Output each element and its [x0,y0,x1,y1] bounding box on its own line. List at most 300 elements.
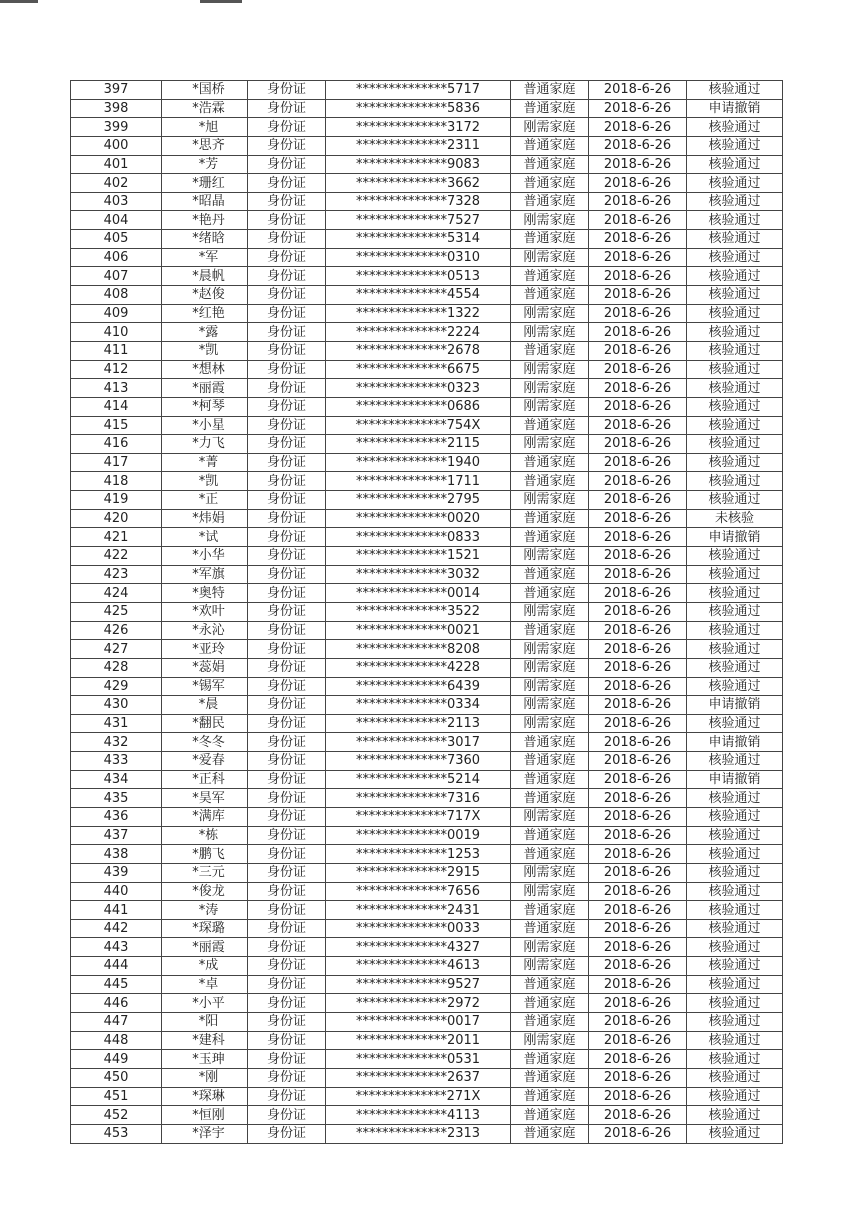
id-type-cell: 身份证 [248,1068,326,1087]
name-cell: *丽霞 [162,379,248,398]
status-cell: 核验通过 [687,472,783,491]
name-cell: *绪晗 [162,230,248,249]
id-type-cell: 身份证 [248,509,326,528]
id-type-cell: 身份证 [248,118,326,137]
name-cell: *露 [162,323,248,342]
table-row [71,696,783,715]
name-cell: *成 [162,957,248,976]
household-category-cell: 普通家庭 [511,1087,589,1106]
status-cell: 核验通过 [687,1068,783,1087]
household-category-cell: 刚需家庭 [511,435,589,454]
household-category-cell: 普通家庭 [511,155,589,174]
row-number-cell: 424 [71,584,162,603]
id-number-cell: **************0323 [326,379,511,398]
date-cell: 2018-6-26 [589,323,687,342]
row-number-cell: 410 [71,323,162,342]
table-row [71,341,783,360]
status-cell: 核验通过 [687,248,783,267]
id-number-cell: **************4613 [326,957,511,976]
status-cell: 核验通过 [687,1106,783,1125]
household-category-cell: 普通家庭 [511,1068,589,1087]
date-cell: 2018-6-26 [589,1106,687,1125]
name-cell: *栋 [162,826,248,845]
household-category-cell: 普通家庭 [511,472,589,491]
scan-mark-center [200,0,242,3]
table-row [71,621,783,640]
applicant-table-body [71,81,783,1144]
row-number-cell: 425 [71,602,162,621]
table-row [71,491,783,510]
id-number-cell: **************1322 [326,304,511,323]
row-number-cell: 397 [71,81,162,100]
household-category-cell: 普通家庭 [511,174,589,193]
status-cell: 核验通过 [687,919,783,938]
household-category-cell: 刚需家庭 [511,379,589,398]
id-type-cell: 身份证 [248,565,326,584]
row-number-cell: 429 [71,677,162,696]
household-category-cell: 普通家庭 [511,1124,589,1143]
status-cell: 核验通过 [687,901,783,920]
row-number-cell: 403 [71,192,162,211]
name-cell: *锡军 [162,677,248,696]
household-category-cell: 刚需家庭 [511,323,589,342]
date-cell: 2018-6-26 [589,304,687,323]
status-cell: 核验通过 [687,118,783,137]
date-cell: 2018-6-26 [589,174,687,193]
row-number-cell: 427 [71,640,162,659]
household-category-cell: 刚需家庭 [511,863,589,882]
row-number-cell: 418 [71,472,162,491]
status-cell: 核验通过 [687,174,783,193]
status-cell: 核验通过 [687,621,783,640]
id-type-cell: 身份证 [248,863,326,882]
household-category-cell: 普通家庭 [511,845,589,864]
id-number-cell: **************0833 [326,528,511,547]
row-number-cell: 448 [71,1031,162,1050]
id-number-cell: **************0033 [326,919,511,938]
table-row [71,416,783,435]
status-cell: 核验通过 [687,547,783,566]
id-type-cell: 身份证 [248,211,326,230]
status-cell: 核验通过 [687,435,783,454]
date-cell: 2018-6-26 [589,1031,687,1050]
id-number-cell: **************5314 [326,230,511,249]
name-cell: *俊龙 [162,882,248,901]
id-number-cell: **************2113 [326,714,511,733]
table-row [71,81,783,100]
household-category-cell: 普通家庭 [511,1106,589,1125]
name-cell: *琛璐 [162,919,248,938]
id-number-cell: **************1521 [326,547,511,566]
status-cell: 核验通过 [687,211,783,230]
row-number-cell: 436 [71,807,162,826]
row-number-cell: 440 [71,882,162,901]
status-cell: 核验通过 [687,286,783,305]
status-cell: 核验通过 [687,192,783,211]
table-row [71,1013,783,1032]
id-type-cell: 身份证 [248,547,326,566]
household-category-cell: 普通家庭 [511,509,589,528]
household-category-cell: 刚需家庭 [511,602,589,621]
name-cell: *亚玲 [162,640,248,659]
table-row [71,1031,783,1050]
row-number-cell: 453 [71,1124,162,1143]
name-cell: *炜娟 [162,509,248,528]
id-number-cell: **************4228 [326,658,511,677]
name-cell: *丽霞 [162,938,248,957]
row-number-cell: 405 [71,230,162,249]
household-category-cell: 刚需家庭 [511,211,589,230]
status-cell: 核验通过 [687,1013,783,1032]
status-cell: 核验通过 [687,230,783,249]
household-category-cell: 刚需家庭 [511,547,589,566]
id-number-cell: **************2224 [326,323,511,342]
table-row [71,938,783,957]
id-number-cell: **************0513 [326,267,511,286]
date-cell: 2018-6-26 [589,1050,687,1069]
status-cell: 核验通过 [687,304,783,323]
household-category-cell: 普通家庭 [511,267,589,286]
id-number-cell: **************4327 [326,938,511,957]
name-cell: *力飞 [162,435,248,454]
id-type-cell: 身份证 [248,714,326,733]
date-cell: 2018-6-26 [589,379,687,398]
date-cell: 2018-6-26 [589,975,687,994]
table-row [71,435,783,454]
name-cell: *国桥 [162,81,248,100]
id-type-cell: 身份证 [248,397,326,416]
table-row [71,714,783,733]
household-category-cell: 刚需家庭 [511,658,589,677]
household-category-cell: 普通家庭 [511,1050,589,1069]
date-cell: 2018-6-26 [589,1087,687,1106]
status-cell: 核验通过 [687,789,783,808]
date-cell: 2018-6-26 [589,81,687,100]
row-number-cell: 433 [71,752,162,771]
id-number-cell: **************2678 [326,341,511,360]
scan-mark-left [0,0,38,3]
name-cell: *思齐 [162,136,248,155]
table-row [71,584,783,603]
name-cell: *柯琴 [162,397,248,416]
date-cell: 2018-6-26 [589,118,687,137]
household-category-cell: 普通家庭 [511,733,589,752]
row-number-cell: 443 [71,938,162,957]
name-cell: *满库 [162,807,248,826]
id-type-cell: 身份证 [248,453,326,472]
id-number-cell: **************0021 [326,621,511,640]
id-number-cell: **************2795 [326,491,511,510]
id-number-cell: **************2313 [326,1124,511,1143]
id-type-cell: 身份证 [248,155,326,174]
row-number-cell: 420 [71,509,162,528]
row-number-cell: 434 [71,770,162,789]
row-number-cell: 417 [71,453,162,472]
row-number-cell: 438 [71,845,162,864]
household-category-cell: 普通家庭 [511,286,589,305]
status-cell: 核验通过 [687,267,783,286]
row-number-cell: 450 [71,1068,162,1087]
row-number-cell: 441 [71,901,162,920]
household-category-cell: 刚需家庭 [511,957,589,976]
id-type-cell: 身份证 [248,267,326,286]
name-cell: *恒刚 [162,1106,248,1125]
id-number-cell: **************7316 [326,789,511,808]
row-number-cell: 402 [71,174,162,193]
id-type-cell: 身份证 [248,304,326,323]
table-row [71,1050,783,1069]
id-type-cell: 身份证 [248,1087,326,1106]
status-cell: 核验通过 [687,453,783,472]
id-type-cell: 身份证 [248,826,326,845]
household-category-cell: 刚需家庭 [511,640,589,659]
row-number-cell: 432 [71,733,162,752]
status-cell: 核验通过 [687,826,783,845]
table-row [71,248,783,267]
date-cell: 2018-6-26 [589,397,687,416]
table-row [71,994,783,1013]
date-cell: 2018-6-26 [589,733,687,752]
row-number-cell: 416 [71,435,162,454]
id-type-cell: 身份证 [248,621,326,640]
table-row [71,770,783,789]
name-cell: *艳丹 [162,211,248,230]
name-cell: *正科 [162,770,248,789]
id-type-cell: 身份证 [248,752,326,771]
date-cell: 2018-6-26 [589,640,687,659]
name-cell: *晨帆 [162,267,248,286]
id-number-cell: **************3172 [326,118,511,137]
status-cell: 核验通过 [687,1124,783,1143]
id-number-cell: **************3662 [326,174,511,193]
id-number-cell: **************0019 [326,826,511,845]
date-cell: 2018-6-26 [589,248,687,267]
row-number-cell: 439 [71,863,162,882]
name-cell: *赵俊 [162,286,248,305]
id-type-cell: 身份证 [248,81,326,100]
name-cell: *小华 [162,547,248,566]
status-cell: 申请撤销 [687,99,783,118]
id-type-cell: 身份证 [248,882,326,901]
id-type-cell: 身份证 [248,192,326,211]
id-type-cell: 身份证 [248,99,326,118]
table-row [71,379,783,398]
name-cell: *珊红 [162,174,248,193]
table-row [71,211,783,230]
row-number-cell: 444 [71,957,162,976]
table-row [71,602,783,621]
table-row [71,155,783,174]
date-cell: 2018-6-26 [589,211,687,230]
name-cell: *红艳 [162,304,248,323]
row-number-cell: 442 [71,919,162,938]
row-number-cell: 400 [71,136,162,155]
status-cell: 核验通过 [687,957,783,976]
id-number-cell: **************3017 [326,733,511,752]
table-row [71,658,783,677]
id-number-cell: **************1711 [326,472,511,491]
id-number-cell: **************7656 [326,882,511,901]
household-category-cell: 普通家庭 [511,901,589,920]
household-category-cell: 刚需家庭 [511,118,589,137]
table-row [71,845,783,864]
household-category-cell: 普通家庭 [511,453,589,472]
household-category-cell: 普通家庭 [511,789,589,808]
status-cell: 核验通过 [687,863,783,882]
status-cell: 核验通过 [687,1031,783,1050]
id-type-cell: 身份证 [248,379,326,398]
household-category-cell: 刚需家庭 [511,304,589,323]
row-number-cell: 426 [71,621,162,640]
row-number-cell: 419 [71,491,162,510]
date-cell: 2018-6-26 [589,863,687,882]
name-cell: *昊军 [162,789,248,808]
table-row [71,547,783,566]
date-cell: 2018-6-26 [589,677,687,696]
date-cell: 2018-6-26 [589,696,687,715]
date-cell: 2018-6-26 [589,528,687,547]
name-cell: *昭晶 [162,192,248,211]
household-category-cell: 普通家庭 [511,565,589,584]
id-number-cell: **************0017 [326,1013,511,1032]
id-number-cell: **************7328 [326,192,511,211]
table-row [71,1068,783,1087]
date-cell: 2018-6-26 [589,658,687,677]
id-type-cell: 身份证 [248,1031,326,1050]
id-number-cell: **************7360 [326,752,511,771]
household-category-cell: 普通家庭 [511,826,589,845]
status-cell: 核验通过 [687,584,783,603]
id-type-cell: 身份证 [248,491,326,510]
id-number-cell: **************6675 [326,360,511,379]
name-cell: *晨 [162,696,248,715]
table-row [71,789,783,808]
name-cell: *旭 [162,118,248,137]
date-cell: 2018-6-26 [589,789,687,808]
id-type-cell: 身份证 [248,286,326,305]
date-cell: 2018-6-26 [589,1068,687,1087]
household-category-cell: 普通家庭 [511,621,589,640]
household-category-cell: 普通家庭 [511,416,589,435]
row-number-cell: 447 [71,1013,162,1032]
table-row [71,882,783,901]
table-row [71,192,783,211]
date-cell: 2018-6-26 [589,901,687,920]
table-row [71,733,783,752]
date-cell: 2018-6-26 [589,752,687,771]
status-cell: 申请撤销 [687,770,783,789]
date-cell: 2018-6-26 [589,286,687,305]
date-cell: 2018-6-26 [589,714,687,733]
name-cell: *建科 [162,1031,248,1050]
name-cell: *冬冬 [162,733,248,752]
id-type-cell: 身份证 [248,341,326,360]
date-cell: 2018-6-26 [589,192,687,211]
name-cell: *阳 [162,1013,248,1032]
id-type-cell: 身份证 [248,658,326,677]
name-cell: *翻民 [162,714,248,733]
date-cell: 2018-6-26 [589,267,687,286]
name-cell: *试 [162,528,248,547]
status-cell: 核验通过 [687,1050,783,1069]
household-category-cell: 普通家庭 [511,99,589,118]
id-number-cell: **************4554 [326,286,511,305]
status-cell: 核验通过 [687,155,783,174]
id-type-cell: 身份证 [248,248,326,267]
date-cell: 2018-6-26 [589,136,687,155]
status-cell: 申请撤销 [687,528,783,547]
id-number-cell: **************754X [326,416,511,435]
date-cell: 2018-6-26 [589,99,687,118]
row-number-cell: 437 [71,826,162,845]
id-type-cell: 身份证 [248,1124,326,1143]
name-cell: *军 [162,248,248,267]
name-cell: *芳 [162,155,248,174]
row-number-cell: 412 [71,360,162,379]
name-cell: *琛琳 [162,1087,248,1106]
row-number-cell: 406 [71,248,162,267]
date-cell: 2018-6-26 [589,547,687,566]
id-type-cell: 身份证 [248,136,326,155]
id-type-cell: 身份证 [248,584,326,603]
id-type-cell: 身份证 [248,1106,326,1125]
date-cell: 2018-6-26 [589,435,687,454]
date-cell: 2018-6-26 [589,938,687,957]
applicant-table [70,80,783,1144]
status-cell: 核验通过 [687,640,783,659]
id-number-cell: **************271X [326,1087,511,1106]
row-number-cell: 428 [71,658,162,677]
date-cell: 2018-6-26 [589,1124,687,1143]
status-cell: 核验通过 [687,323,783,342]
id-number-cell: **************0014 [326,584,511,603]
id-number-cell: **************0334 [326,696,511,715]
id-type-cell: 身份证 [248,174,326,193]
status-cell: 核验通过 [687,360,783,379]
id-type-cell: 身份证 [248,602,326,621]
id-number-cell: **************8208 [326,640,511,659]
table-row [71,453,783,472]
id-number-cell: **************0531 [326,1050,511,1069]
table-row [71,901,783,920]
id-type-cell: 身份证 [248,677,326,696]
status-cell: 核验通过 [687,491,783,510]
household-category-cell: 普通家庭 [511,975,589,994]
table-row [71,1124,783,1143]
status-cell: 核验通过 [687,136,783,155]
id-type-cell: 身份证 [248,640,326,659]
id-type-cell: 身份证 [248,435,326,454]
table-row [71,1106,783,1125]
status-cell: 核验通过 [687,379,783,398]
household-category-cell: 刚需家庭 [511,248,589,267]
name-cell: *永沁 [162,621,248,640]
status-cell: 核验通过 [687,938,783,957]
date-cell: 2018-6-26 [589,882,687,901]
household-category-cell: 普通家庭 [511,584,589,603]
household-category-cell: 刚需家庭 [511,938,589,957]
row-number-cell: 408 [71,286,162,305]
name-cell: *小星 [162,416,248,435]
date-cell: 2018-6-26 [589,230,687,249]
name-cell: *鹏飞 [162,845,248,864]
name-cell: *爱春 [162,752,248,771]
id-number-cell: **************9527 [326,975,511,994]
row-number-cell: 451 [71,1087,162,1106]
name-cell: *菁 [162,453,248,472]
household-category-cell: 普通家庭 [511,994,589,1013]
id-number-cell: **************2915 [326,863,511,882]
